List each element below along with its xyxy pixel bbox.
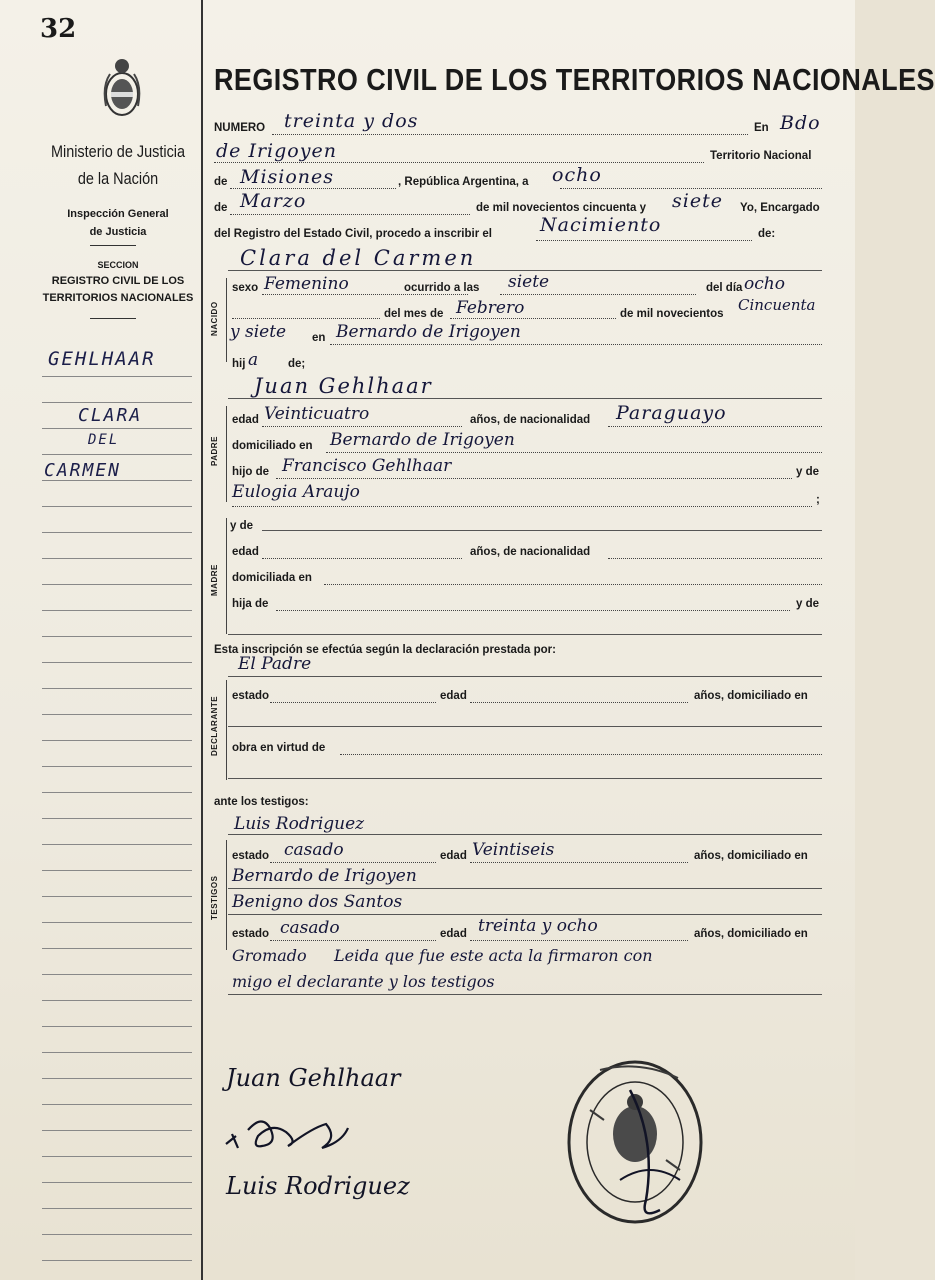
official-stamp-icon	[560, 1050, 710, 1230]
label-edad-t2: edad	[440, 928, 467, 940]
fill-line	[536, 240, 752, 241]
entry-mes: Marzo	[240, 190, 307, 212]
entry-mes-nac: Febrero	[456, 298, 525, 318]
signature-testigo: Luis Rodriguez	[226, 1172, 410, 1200]
side-label-declarante: DECLARANTE	[210, 695, 219, 756]
margin-rule	[42, 662, 192, 663]
entry-sexo: Femenino	[264, 274, 349, 294]
fill-line	[262, 530, 822, 531]
margin-rule	[42, 818, 192, 819]
entry-padre: Juan Gehlhaar	[254, 374, 433, 398]
margin-name3: CARMEN	[44, 460, 122, 481]
margin-rule	[42, 1156, 192, 1157]
fill-line	[228, 778, 822, 779]
fill-line	[262, 426, 462, 427]
signature-mark	[222, 1108, 352, 1158]
entry-hij-suffix: a	[248, 350, 259, 370]
fill-line	[276, 478, 792, 479]
label-republica: , República Argentina, a	[398, 176, 529, 188]
margin-rule	[42, 402, 192, 403]
fill-line	[270, 862, 436, 863]
margin-rule	[42, 844, 192, 845]
entry-abuela: Eulogia Araujo	[232, 482, 360, 502]
label-anos-nac-madre: años, de nacionalidad	[470, 546, 591, 558]
divider	[90, 245, 136, 246]
entry-lugar-nac: Bernardo de Irigoyen	[336, 322, 521, 342]
entry-cierre1-prefix: Gromado	[232, 946, 307, 965]
label-de-semicolon: de;	[288, 358, 306, 370]
bracket	[226, 840, 227, 950]
margin-rule	[42, 1208, 192, 1209]
fill-line	[470, 862, 688, 863]
fill-line	[262, 294, 468, 295]
fill-line	[230, 188, 396, 189]
margin-rule	[42, 714, 192, 715]
entry-acto: Nacimiento	[540, 214, 662, 236]
fill-line	[324, 584, 822, 585]
label-hijo-de: hijo de	[232, 466, 270, 478]
margin-rule	[42, 532, 192, 533]
entry-territory: Misiones	[240, 166, 335, 188]
fill-line	[228, 676, 822, 677]
fill-line	[228, 834, 822, 835]
fill-line	[326, 452, 822, 453]
fill-line	[608, 558, 822, 559]
fill-line	[500, 294, 696, 295]
signature-padre: Juan Gehlhaar	[226, 1064, 401, 1092]
margin-rule	[42, 584, 192, 585]
page-number: 32	[40, 14, 77, 44]
label-y-de-madre: y de	[230, 520, 254, 532]
margin-rule	[42, 1078, 192, 1079]
fill-line	[276, 610, 790, 611]
label-domiciliada: domiciliada en	[232, 572, 312, 584]
label-sexo: sexo	[232, 282, 259, 294]
section-label: SECCION	[97, 260, 139, 270]
margin-rule	[42, 870, 192, 871]
page-title: REGISTRO CIVIL DE LOS TERRITORIOS NACIONALES	[214, 62, 935, 97]
side-label-madre: MADRE	[210, 564, 219, 596]
inspection-line1: Inspección General	[67, 208, 169, 220]
fill-line	[228, 398, 822, 399]
entry-dia: ocho	[552, 164, 602, 186]
label-de: de	[214, 202, 228, 214]
inspection-line2: de Justicia	[89, 226, 147, 238]
margin-rule	[42, 376, 192, 377]
bracket	[226, 278, 227, 362]
fill-line	[330, 344, 822, 345]
fill-line	[230, 214, 470, 215]
fill-line	[608, 426, 822, 427]
label-y-de-madre2: y de	[796, 598, 820, 610]
label-ante-testigos: ante los testigos:	[214, 796, 309, 808]
side-label-nacido: NACIDO	[210, 301, 219, 336]
label-edad-madre: edad	[232, 546, 259, 558]
entry-nombre: Clara del Carmen	[240, 246, 477, 270]
margin-rule	[42, 1182, 192, 1183]
label-edad-t1: edad	[440, 850, 467, 862]
label-del-registro: del Registro del Estado Civil, procedo a inscribir el	[214, 228, 492, 240]
side-label-padre: PADRE	[210, 436, 219, 466]
fill-line	[470, 940, 688, 941]
margin-rule	[42, 688, 192, 689]
ministry-line1: Ministerio de Justicia	[50, 142, 186, 161]
margin-rule	[42, 896, 192, 897]
label-estado-t2: estado	[232, 928, 270, 940]
section-line1: REGISTRO CIVIL DE LOS	[51, 275, 185, 287]
margin-rule	[42, 558, 192, 559]
margin-rule	[42, 506, 192, 507]
fill-line	[272, 134, 748, 135]
label-edad-padre: edad	[232, 414, 259, 426]
margin-name1: CLARA	[78, 405, 143, 426]
entry-testigo2-edad: treinta y ocho	[478, 916, 598, 936]
entry-anio-nac-2: y siete	[230, 322, 287, 342]
fill-line	[232, 506, 812, 507]
fill-line	[270, 940, 436, 941]
fill-line	[340, 754, 822, 755]
fill-line	[228, 914, 822, 915]
label-en-lugar: en	[312, 332, 326, 344]
entry-cierre1: Leida que fue este acta la firmaron con	[334, 946, 653, 965]
entry-cierre2: migo el declarante y los testigos	[232, 972, 495, 991]
side-label-testigos: TESTIGOS	[210, 875, 219, 920]
margin-rule	[42, 792, 192, 793]
label-ocurrido: ocurrido a las	[404, 282, 480, 294]
entry-numero: treinta y dos	[284, 110, 419, 132]
label-anos-dom-t2: años, domiciliado en	[694, 928, 808, 940]
margin-surname: GEHLHAAR	[48, 348, 156, 370]
bracket	[226, 406, 227, 502]
entry-testigo2: Benigno dos Santos	[232, 892, 403, 912]
fill-line	[470, 702, 688, 703]
entry-testigo1-dom: Bernardo de Irigoyen	[232, 866, 417, 886]
label-estado: estado	[232, 690, 270, 702]
margin-rule	[42, 428, 192, 429]
label-domiciliado: domiciliado en	[232, 440, 313, 452]
label-mil-cincuenta: de mil novecientos cincuenta y	[476, 202, 646, 214]
entry-testigo2-estado: casado	[280, 918, 340, 938]
label-anos-dom: años, domiciliado en	[694, 690, 808, 702]
label-edad-decl: edad	[440, 690, 467, 702]
entry-abuelo: Francisco Gehlhaar	[282, 456, 452, 476]
fill-line	[228, 634, 822, 635]
margin-rule	[42, 974, 192, 975]
ministry-line2: de la Nación	[77, 169, 159, 188]
entry-testigo1-estado: casado	[284, 840, 344, 860]
entry-padre-nac: Paraguayo	[616, 402, 727, 424]
label-esta-inscripcion: Esta inscripción se efectúa según la declaración prestada por:	[214, 644, 556, 656]
label-anos-dom-t1: años, domiciliado en	[694, 850, 808, 862]
fill-line	[560, 188, 822, 189]
label-hij: hij	[232, 358, 246, 370]
label-numero: NUMERO	[214, 122, 266, 134]
fill-line	[232, 318, 380, 319]
divider	[90, 318, 136, 319]
label-semicolon: ;	[816, 494, 820, 506]
margin-rule	[42, 948, 192, 949]
entry-year-suffix: siete	[672, 190, 723, 212]
margin-rule	[42, 922, 192, 923]
margin-rule	[42, 740, 192, 741]
entry-hora: siete	[508, 272, 550, 292]
entry-en: Bdo	[780, 112, 821, 134]
fill-line	[228, 270, 822, 271]
bracket	[226, 518, 227, 634]
label-del-dia: del día	[706, 282, 743, 294]
label-obra-virtud: obra en virtud de	[232, 742, 326, 754]
entry-anio-nac-1: Cincuenta	[738, 296, 816, 314]
entry-padre-dom: Bernardo de Irigoyen	[330, 430, 515, 450]
fill-line	[228, 726, 822, 727]
label-de-colon: de:	[758, 228, 776, 240]
entry-dia-nac: ocho	[744, 274, 785, 294]
label-anos-nac: años, de nacionalidad	[470, 414, 591, 426]
entry-testigo1: Luis Rodriguez	[234, 814, 365, 834]
margin-rule	[42, 766, 192, 767]
page-divider	[201, 0, 203, 1280]
entry-testigo1-edad: Veintiseis	[472, 840, 555, 860]
margin-rule	[42, 1000, 192, 1001]
label-del-mes: del mes de	[384, 308, 444, 320]
label-yo-encargado: Yo, Encargado	[740, 202, 820, 214]
label-territorio: Territorio Nacional	[710, 150, 812, 162]
margin-rule	[42, 1260, 192, 1261]
label-hija-de: hija de	[232, 598, 269, 610]
label-y-de: y de	[796, 466, 820, 478]
label-estado-t1: estado	[232, 850, 270, 862]
margin-rule	[42, 636, 192, 637]
margin-rule	[42, 1026, 192, 1027]
fill-line	[270, 702, 436, 703]
margin-rule	[42, 1130, 192, 1131]
fill-line	[228, 888, 822, 889]
fill-line	[262, 558, 462, 559]
bracket	[226, 680, 227, 780]
entry-declarante: El Padre	[238, 654, 312, 674]
label-en: En	[754, 122, 769, 134]
margin-rule	[42, 1052, 192, 1053]
entry-place: de Irigoyen	[216, 140, 337, 162]
margin-rule	[42, 1234, 192, 1235]
label-de-mil-nov: de mil novecientos	[620, 308, 724, 320]
margin-rule	[42, 1104, 192, 1105]
fill-line	[214, 162, 704, 163]
fill-line	[228, 994, 822, 995]
margin-name2: DEL	[88, 432, 120, 448]
margin-rule	[42, 610, 192, 611]
entry-padre-edad: Veinticuatro	[264, 404, 370, 424]
label-de: de	[214, 176, 228, 188]
coat-of-arms-icon	[100, 56, 144, 120]
section-line2: TERRITORIOS NACIONALES	[42, 292, 194, 304]
margin-rule	[42, 454, 192, 455]
fill-line	[450, 318, 616, 319]
